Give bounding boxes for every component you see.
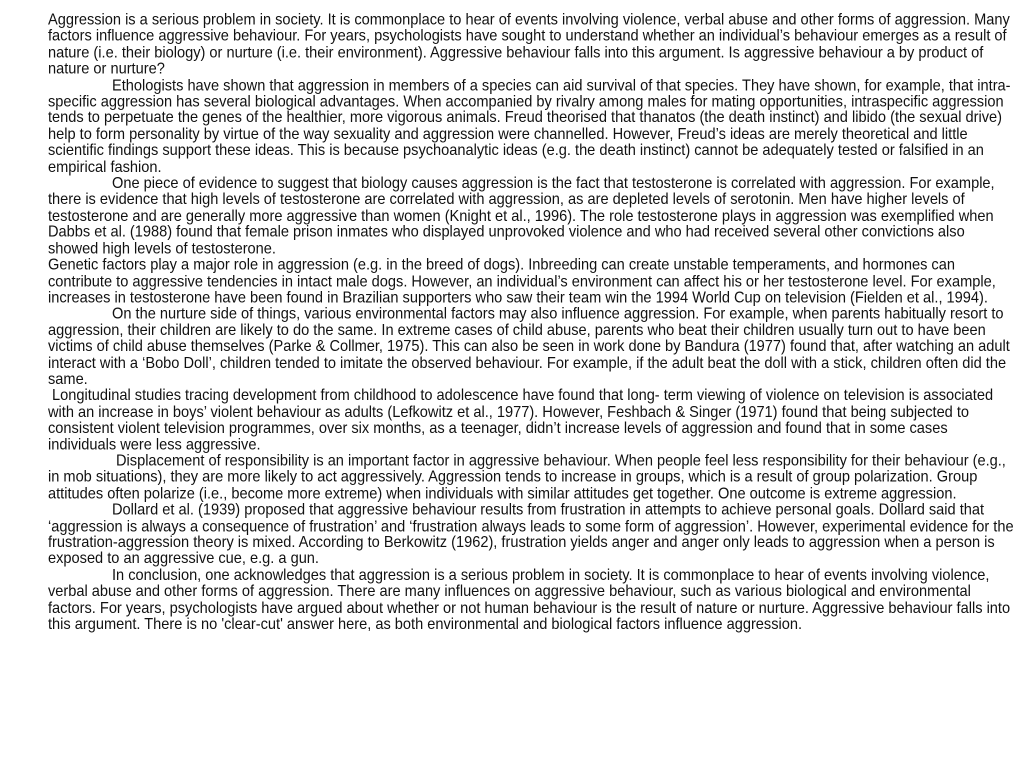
paragraph-frustration-aggression: Dollard et al. (1939) proposed that aggressive behaviour results from frustration in attempts to achieve personal goals. Dollard said that ‘aggression is always a consequence of frustration’ and ‘frustration always leads to some form of aggression’. However, experimental evidence for the frustration-aggression theory is mixed. According to Berkowitz (1962), frustration yields anger and anger only leads to aggression when a person is exposed to an aggressive cue, e.g. a gun. (48, 501, 1014, 568)
document-body (48, 13, 1016, 634)
paragraph-genetic-factors: Genetic factors play a major role in aggression (e.g. in the breed of dogs). Inbreeding can create unstable temperaments, and hormones can contribute to aggressive tendencies in intact male dogs. However, an individual’s environment can affect his or her testosterone level. For example, increases in testosterone have been found in Brazilian supporters who saw their team win the 1994 World Cup on television (Fielden et al., 1994). (48, 256, 996, 307)
paragraph-nurture: On the nurture side of things, various environmental factors may also influence aggression. For example, when parents habitually resort to aggression, their children are likely to do the same. In extreme cases of child abuse, parents who beat their children usually turn out to have been victims of child abuse themselves (Parke & Collmer, 1975). This can also be seen in work done by Bandura (1977) found that, after watching an adult interact with a ‘Bobo Doll’, children tended to imitate the observed behaviour. For example, if the adult beat the doll with a stick, children often did the same. (48, 305, 1010, 389)
paragraph-introduction: Aggression is a serious problem in society. It is commonplace to hear of events involving violence, verbal abuse and other forms of aggression. Many factors influence aggressive behaviour. For years, psychologists have sought to understand whether an individual’s behaviour emerges as a result of nature (i.e. their biology) or nurture (i.e. their environment). Aggressive behaviour falls into this argument. Is aggressive behaviour a by product of nature or nurture? (48, 11, 1010, 78)
paragraph-ethologists: Ethologists have shown that aggression in members of a species can aid survival of that species. They have shown, for example, that intra-specific aggression has several biological advantages. When accompanied by rivalry among males for mating opportunities, intraspecific aggression tends to perpetuate the genes of the healthier, more vigorous animals. Freud theorised that thanatos (the death instinct) and libido (the sexual drive) help to form personality by virtue of the way sexuality and aggression were channelled. However, Freud’s ideas are merely theoretical and little scientific findings support these ideas. This is because psychoanalytic ideas (e.g. the death instinct) cannot be adequately tested or falsified in an empirical fashion. (48, 77, 1011, 176)
paragraph-testosterone: One piece of evidence to suggest that biology causes aggression is the fact that testosterone is correlated with aggression. For example, there is evidence that high levels of testosterone are correlated with aggression, as are depleted levels of serotonin. Men have higher levels of testosterone and are generally more aggressive than women (Knight et al., 1996). The role testosterone plays in aggression was exemplified when Dabbs et al. (1988) found that female prison inmates who displayed unprovoked violence and who had received several other convictions also showed high levels of testosterone. (48, 175, 995, 258)
paragraph-conclusion: In conclusion, one acknowledges that aggression is a serious problem in society. It is commonplace to hear of events involving violence, verbal abuse and other forms of aggression. There are many influences on aggressive behaviour, such as various biological and environmental factors. For years, psychologists have argued about whether or not human behaviour is the result of nature or nurture. Aggressive behaviour falls into this argument. There is no 'clear-cut' answer here, as both environmental and biological factors influence aggression. (48, 567, 1011, 634)
paragraph-longitudinal-studies: Longitudinal studies tracing development from childhood to adolescence have found that long- term viewing of violence on television is associated with an increase in boys’ violent behaviour as adults (Lefkowitz et al., 1977). However, Feshbach & Singer (1971) found that being subjected to consistent violent television programmes, over six months, as a teenager, didn’t increase levels of aggression and found that in some cases individuals were less aggressive. (48, 387, 994, 454)
paragraph-displacement: Displacement of responsibility is an important factor in aggressive behaviour. When people feel less responsibility for their behaviour (e.g., in mob situations), they are more likely to act aggressively. Aggression tends to increase in groups, which is a result of group polarization. Group attitudes often polarize (i.e., become more extreme) when individuals with similar attitudes get together. One outcome is extreme aggression. (48, 452, 1006, 503)
